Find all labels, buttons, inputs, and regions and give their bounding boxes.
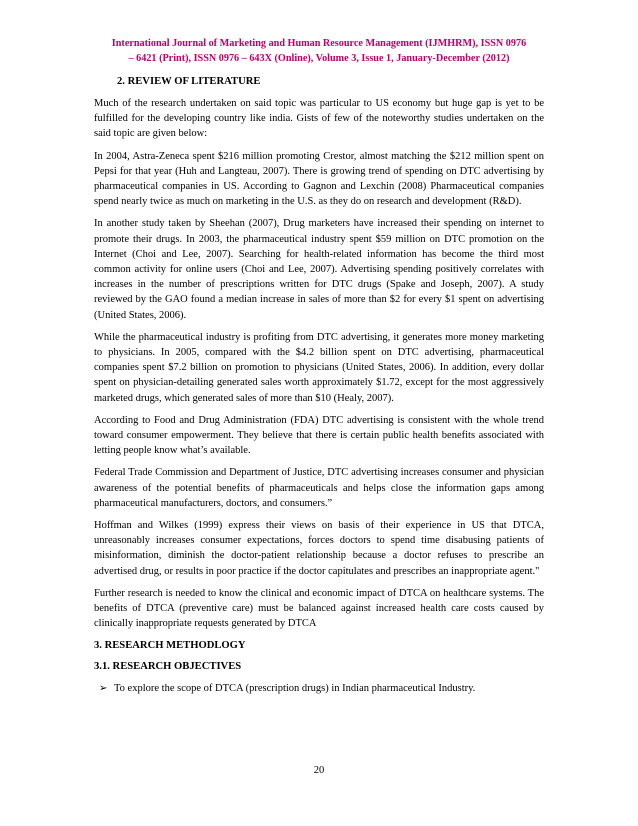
section-title-review: 2. REVIEW OF LITERATURE [117,76,261,87]
paragraph: Much of the research undertaken on said topic was particular to US economy but huge gap is yet to be fulfilled for the developing country like india. Gists of few of the noteworthy studies undertaken on the said topic are given below: [94,98,544,140]
page-body [94,36,544,696]
section-title-objectives: 3.1. RESEARCH OBJECTIVES [94,660,242,672]
paragraph: According to Food and Drug Administration (FDA) DTC advertising is consistent with the whole trend toward consumer empowerment. They believe that there is certain public health benefits associated with letting people know what’s available. [94,414,544,457]
journal-header-line-1: International Journal of Marketing and Human Resource Management (IJMHRM), ISSN 0976 [111,38,527,49]
paragraph: Hoffman and Wilkes (1999) express their views on basis of their experience in US that DTCA, unreasonably increases consumer expectations, forces doctors to spend time disabusing patients of misinformation, diminish the doctor-patient relationship because a doctor refuses to prescribe an advertised drug, or results in poor practice if the doctor capitulates and prescribes an inappropriate agent." [94,520,544,577]
paragraph: Federal Trade Commission and Department of Justice, DTC advertising increases consumer and physician awareness of the potential benefits of pharmaceuticals and helps close the information gaps among pharmaceutical manufacturers, doctors, and consumers.” [94,467,544,509]
page-number: 20 [313,765,325,776]
paragraph: In 2004, Astra-Zeneca spent $216 million promoting Crestor, almost matching the $212 million spent on Pepsi for that year (Huh and Langteau, 2007). There is growing trend of spending on DTC advertising by pharmaceutical companies in US. According to Gagnon and Lexchin (2008) Pharmaceutical companies spend nearly twice as much on marketing in the U.S. as they do on research and development (R&D). [94,150,544,208]
section-title-methodology: 3. RESEARCH METHODLOGY [94,639,246,651]
objective-text: To explore the scope of DTCA (prescription drugs) in Indian pharmaceutical Industry. [114,682,476,694]
objective-list-item [94,681,544,696]
arrow-bullet-icon: ➢ [99,682,108,694]
paragraph: In another study taken by Sheehan (2007), Drug marketers have increased their spending on internet to promote their drugs. In 2003, the pharmaceutical industry spent $59 million on DTC promotion on the Internet (Choi and Lee, 2007). Searching for health-related information has become the third most common activity for online users (Choi and Lee, 2007). Advertising spending positively correlates with increases in the number of prescriptions written for DTC drugs (Spake and Joseph, 2007). A study reviewed by the GAO found a median increase in sales of more than $2 for every $1 spent on advertising (United States, 2006). [94,218,544,321]
paragraph: Further research is needed to know the clinical and economic impact of DTCA on healthcare systems. The benefits of DTCA (preventive care) must be balanced against increased health care costs caused by clinically inappropriate requests generated by DTCA [94,587,544,630]
journal-header-line-2: – 6421 (Print), ISSN 0976 – 643X (Online), Volume 3, Issue 1, January-December (2012) [128,53,510,64]
paragraph: While the pharmaceutical industry is profiting from DTC advertising, it generates more money marketing to physicians. In 2005, compared with the $4.2 billion spent on DTC advertising, pharmaceutical companies spent $7.2 billion on promotion to physicians (United States, 2006). In addition, every dollar spent on physician-detailing generated sales worth approximately $1.72, except for the most aggressively marketed drugs, which generated sales of more than $10 (Healy, 2007). [94,331,544,404]
journal-header [94,36,544,66]
